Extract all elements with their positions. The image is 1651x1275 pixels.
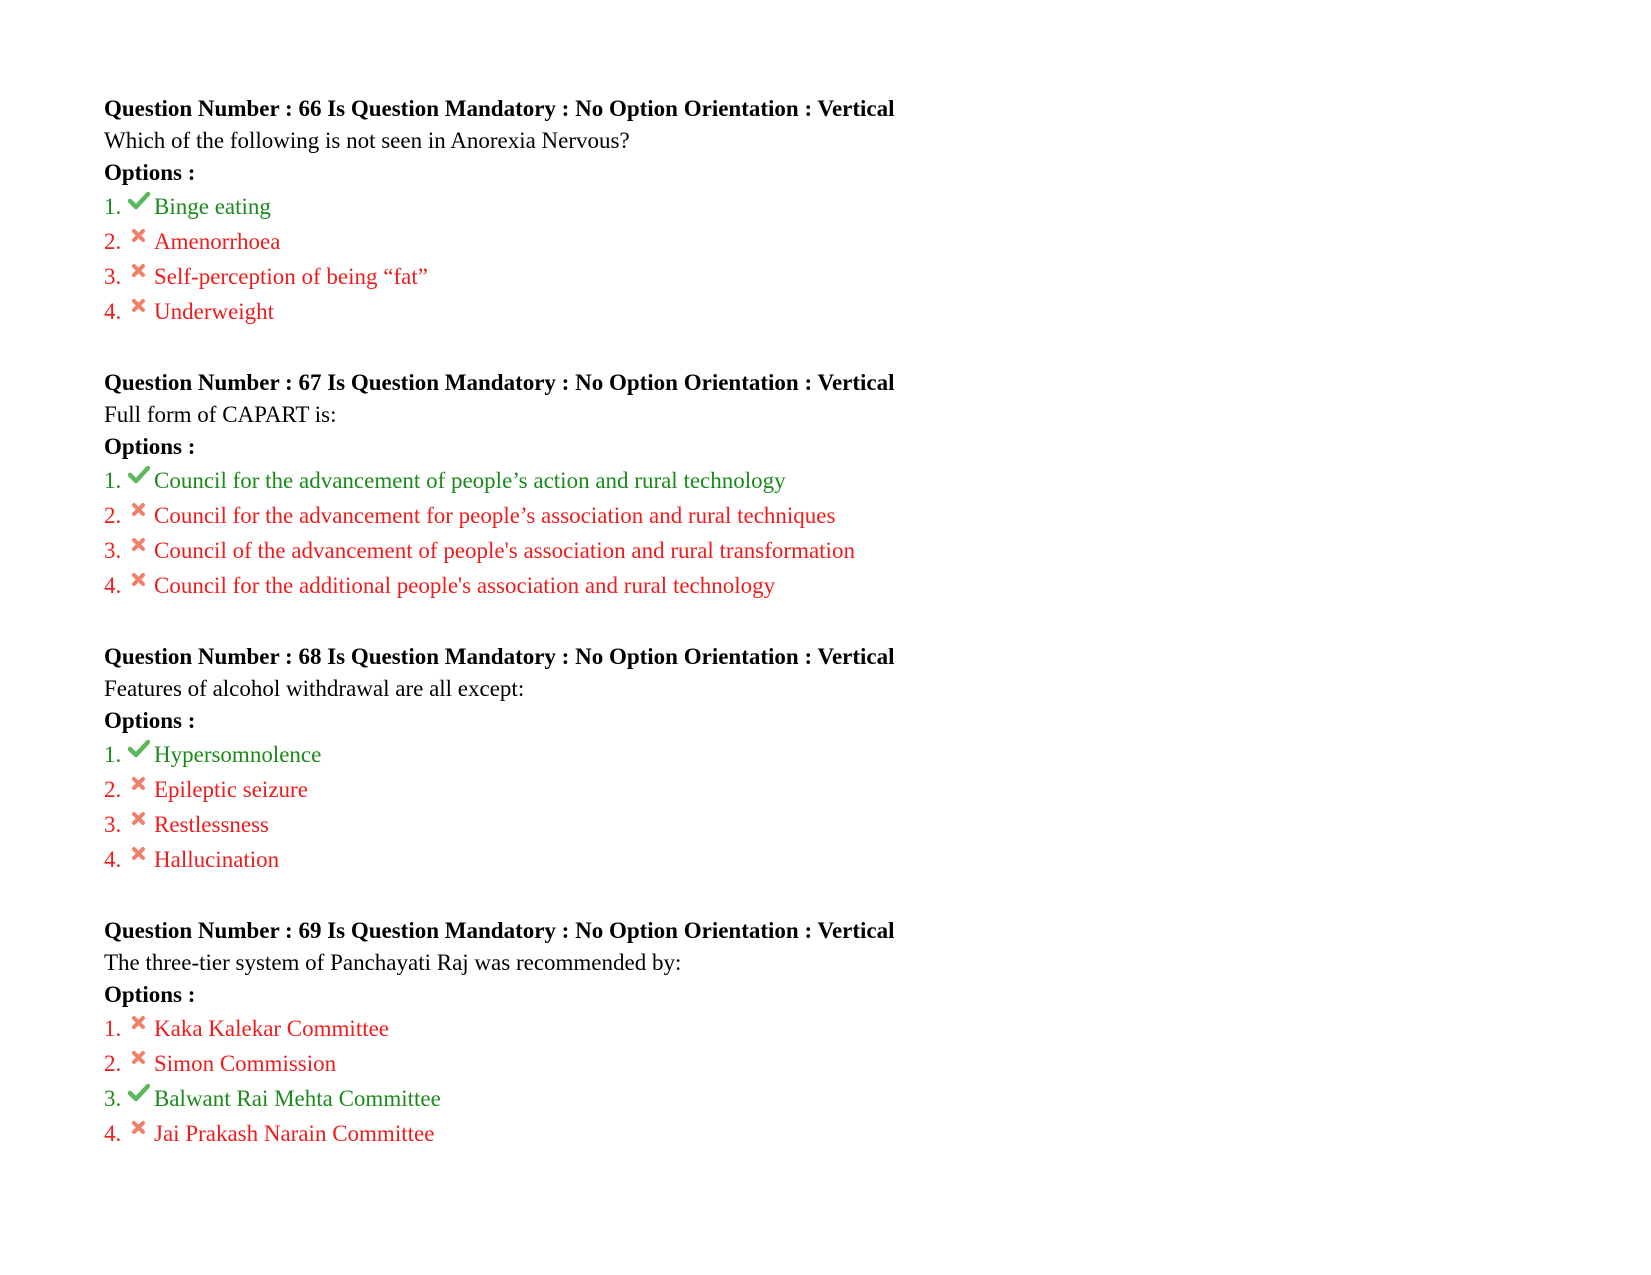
option-label: Hypersomnolence: [154, 742, 322, 767]
option-label: Council for the advancement for people’s association and rural techniques: [154, 503, 836, 528]
options-heading: Options :: [104, 982, 196, 1007]
options-list: [104, 1011, 1554, 1151]
question-header: Question Number : 69 Is Question Mandatory : No Option Orientation : Vertical: [104, 918, 895, 943]
option-item: [104, 259, 1554, 294]
question-header: Question Number : 66 Is Question Mandatory : No Option Orientation : Vertical: [104, 96, 895, 121]
option-item: [104, 737, 1554, 772]
options-list: [104, 463, 1554, 603]
cross-icon: [128, 774, 154, 794]
question-text: Which of the following is not seen in Anorexia Nervous?: [104, 128, 630, 153]
option-number: 2.: [104, 229, 122, 254]
option-number: 1.: [104, 468, 122, 493]
option-item: [104, 294, 1554, 329]
question-block: [104, 641, 1554, 877]
cross-icon: [128, 296, 154, 316]
option-item: [104, 1011, 1554, 1046]
option-item: [104, 807, 1554, 842]
option-number: 3.: [104, 538, 122, 563]
cross-icon: [128, 535, 154, 555]
option-item: [104, 463, 1554, 498]
option-label: Council of the advancement of people's association and rural transformation: [154, 538, 855, 563]
option-number: 3.: [104, 812, 122, 837]
option-item: [104, 224, 1554, 259]
option-item: [104, 1046, 1554, 1081]
check-icon: [128, 1083, 154, 1103]
options-list: [104, 189, 1554, 329]
check-icon: [128, 191, 154, 211]
check-icon: [128, 739, 154, 759]
question-block: [104, 93, 1554, 329]
option-label: Underweight: [154, 299, 275, 324]
option-label: Restlessness: [154, 812, 269, 837]
option-item: [104, 533, 1554, 568]
option-number: 1.: [104, 1016, 122, 1041]
option-label: Simon Commission: [154, 1051, 337, 1076]
option-label: Balwant Rai Mehta Committee: [154, 1086, 441, 1111]
option-number: 3.: [104, 1086, 122, 1111]
question-text: Features of alcohol withdrawal are all except:: [104, 676, 525, 701]
question-text: Full form of CAPART is:: [104, 402, 337, 427]
option-label: Council for the additional people's association and rural technology: [154, 573, 776, 598]
options-heading: Options :: [104, 708, 196, 733]
option-number: 1.: [104, 194, 122, 219]
option-item: [104, 1116, 1554, 1151]
option-number: 2.: [104, 503, 122, 528]
question-page: [104, 93, 1554, 1189]
options-heading: Options :: [104, 434, 196, 459]
option-label: Council for the advancement of people’s action and rural technology: [154, 468, 786, 493]
cross-icon: [128, 809, 154, 829]
question-text: The three-tier system of Panchayati Raj was recommended by:: [104, 950, 682, 975]
option-label: Jai Prakash Narain Committee: [154, 1121, 435, 1146]
option-item: [104, 568, 1554, 603]
question-header: Question Number : 67 Is Question Mandatory : No Option Orientation : Vertical: [104, 370, 895, 395]
question-block: [104, 367, 1554, 603]
cross-icon: [128, 1118, 154, 1138]
options-heading: Options :: [104, 160, 196, 185]
question-block: [104, 915, 1554, 1151]
cross-icon: [128, 570, 154, 590]
option-item: [104, 498, 1554, 533]
option-label: Hallucination: [154, 847, 280, 872]
question-header: Question Number : 68 Is Question Mandatory : No Option Orientation : Vertical: [104, 644, 895, 669]
cross-icon: [128, 1048, 154, 1068]
option-number: 4.: [104, 573, 122, 598]
option-item: [104, 1081, 1554, 1116]
option-number: 2.: [104, 1051, 122, 1076]
option-label: Epileptic seizure: [154, 777, 308, 802]
cross-icon: [128, 844, 154, 864]
check-icon: [128, 465, 154, 485]
option-label: Amenorrhoea: [154, 229, 281, 254]
cross-icon: [128, 261, 154, 281]
option-number: 4.: [104, 299, 122, 324]
option-label: Kaka Kalekar Committee: [154, 1016, 390, 1041]
option-number: 4.: [104, 1121, 122, 1146]
cross-icon: [128, 1013, 154, 1033]
option-number: 2.: [104, 777, 122, 802]
option-item: [104, 772, 1554, 807]
options-list: [104, 737, 1554, 877]
option-item: [104, 842, 1554, 877]
option-label: Binge eating: [154, 194, 271, 219]
option-number: 1.: [104, 742, 122, 767]
cross-icon: [128, 500, 154, 520]
cross-icon: [128, 226, 154, 246]
option-label: Self-perception of being “fat”: [154, 264, 428, 289]
option-number: 3.: [104, 264, 122, 289]
option-item: [104, 189, 1554, 224]
option-number: 4.: [104, 847, 122, 872]
